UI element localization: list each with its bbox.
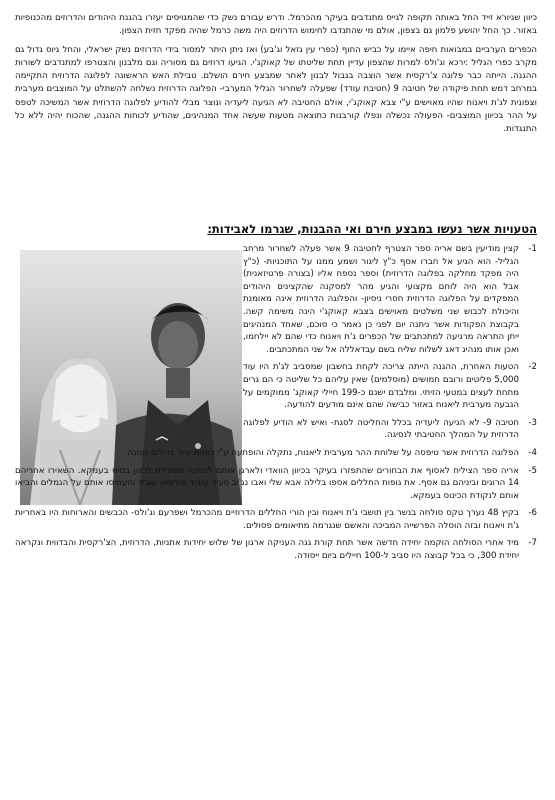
list-item-number: 6- <box>528 508 537 519</box>
list-item-number: 7- <box>528 538 537 549</box>
list-item-2 <box>15 361 537 411</box>
intro-paragraph-2: הכפרים הערביים במבואות חיפה איימו על כביש החוף (כפרי עין גזאל וג'בע) ואז ניתן היתר למסור בידי הדרוזים נשק ישראלי, והחל גיוס גדול גם מקרב כפרי הגליל :ירכא וג'ולס למרות שהצפון עדיין תחת שליטתו של קאוקג'י. הגיעו דרוזים גם מסוריה וגם מלבנון והצטרפו למתנדבים לשורות ההגנה. הייתה כבר פלוגה צ'רקסית אשר הוצבה בגבול לבנון לאחר שמבצע חירם הושלם. טבילת האש הראשונה לפלוגה הדרוזית התקיימה במרחב דמש תחת פיקודה של חטיבה 9 (חטיבת עודד) שפעלה לשחרור הגליל המערבי- הפלוגה הדרוזית נשלחה להשתלט על המוצבים מערבית וצפונית לג'ת ויאנוח שהיו מאוישים ע"י צבא קאוקג'י, אולם החטיבה לא הגיעה ליעדיה ונוצר מבלי להודיע לפלוגה הדרוזית אשר המשיכה לטפס על ההר בכיוון המוצבים- הפעולה נכשלה ונפלו קורבנות כתוצאה מטעות שעשה אחד המנהיגים, שהודיע לכוחות ההגנה, שהכוח יהיה ללא כל התנגדות. <box>15 45 538 134</box>
list-item-number: 5- <box>528 465 537 476</box>
list-item-text: מיד אחרי הסולחה הוקמה יחידה חדשה אשר תחת קורת גגה העניקה ארגון של שלוש יחידות אתניות, הדרוזית, הצ'רקסית והבדווית ונקראה יחידת 300, כי בכל קבוצה היו סביב ל-100 חיילים ביום ייסודה. <box>15 538 519 562</box>
list-item-text: הטעות האחרת, ההגנה הייתה צריכה לקחת בחשבון שמסביב לג'ת היו עוד 5,000 פליטים ורובם חמושים (מוסלמים) שאין עליהם כל שליטה כי הם גרים מתחת לעצים במטעי הזיתי. ומלבדם ישנם כ-199 חיילי קאוקג' ממוקמים על הגבעה מערבית ליאנוח באזור כבישה שהם אינם מודעים להודעה. <box>243 362 519 411</box>
list-item-4 <box>15 447 537 460</box>
list-item-number: 1- <box>528 244 537 254</box>
list-item-text: קצין מודיעין בשם אריה ספר הצטרף לחטיבה 9 אשר פעלה לשחרור מרחב הגליל- הוא הגיע אל חברו אסף כ"ץ ליגור ושמע ממנו על התוכניות- (כ"ץ היה מפקד מחלקה בפלוגה הדרוזית) וספר נספח אליו (בצורה פרטיזאנית) אבל הוא היה לוחם מקצועי והגיע מהר למסקנה שהקצינים היהודים המפקדים על הפלוגה הדרוזית חסרי ניסיון- והפלוגה הדרוזית אינה מאומנת והיכולת לכבוש שני משלטים מאוישים בצבא קאוקג'י הינה משימה קשה. בקבוצת הפקודות אשר ניתנה יום לפני כן נאמר כי סוכם, שאחד המנהיגים ייתן התראה מרגיעה למתכתבים של הכפרים ג'ת ויאנוח כדי שהם לא יילחמו, ואכן אותו מנהיג דאג לשלוח שליח בשם עבדאללה אל שני המתכתבים. <box>243 244 519 355</box>
list-item-5 <box>15 465 537 503</box>
intro-text <box>15 12 537 142</box>
list-item-number: 4- <box>528 447 537 458</box>
list-item-text: הפלוגה הדרוזית אשר טיפסה על שלוחת ההר מערבית ליאנוח, נתקלה והופתעה ע"י כוחות יותר גדולים ממנה. <box>124 447 519 458</box>
list-item-text: אריה ספר הציליח לאסוף את הבחורים שהתפזרו בעיקר בכיוון הוואדי ולארגן אותם לנסיגה מסודרת לכיוון בסיס בעמקא. השאירו אחריהם 14 הרוגים וביניהם גם אסף. את גופות החללים אספו בלילה אבא שלי ואבו נג'יב סעיד עוביד וסלמאן עוביד והעמיסו אותם על הגמלים והביאו אותם לנקודת הכינוס בעמקא. <box>15 465 519 501</box>
list-item-1 <box>15 243 537 356</box>
list-item-7 <box>15 537 537 562</box>
numbered-list <box>15 243 537 568</box>
list-item-text: חטיבה 9- לא הגיעה ליעדיה בכלל והחליטה לסגת- ואיש לא הודיע לפלוגה הדרוזית על המהלך החטיבתי לנסיגה. <box>243 417 519 441</box>
list-item-number: 3- <box>528 417 537 428</box>
list-item-3 <box>15 417 537 442</box>
section-heading: הטעויות אשר נעשו במבצע חירם ואי ההבנות, שגרמו לאבידות: <box>207 222 537 236</box>
intro-paragraph-1: כיוון שגיורא זייד החל באותה תקופה לגייס מתנדבים בעיקר מהכרמל. ודרש עבורם נשק כדי שהמגויסים יעזרו בהגנת היהודים והדרוזים מהכנופיות באזור. כך החל יהושע פלמון גם בצפון, אולם מי שהתנדבו לחימוש הדרוזים היה משה כרמל שהיה מפקד חזית הצפון. <box>15 13 537 37</box>
list-item-text: בקיץ 48 נערך טקס סולחה בנשר בין תושבי ג'ת ויאנוח ובין הורי החללים הדרוזיים מהכרמל ושפרעם וג'ולס- הכבשים והארוחות היו באחריות ג'ת ויאנוח ובזה הוסלה הפרשייה המביכה והאשם שנגרמה מתיאומים פסולים. <box>15 508 519 531</box>
list-item-number: 2- <box>528 362 537 373</box>
list-item-6 <box>15 507 537 532</box>
